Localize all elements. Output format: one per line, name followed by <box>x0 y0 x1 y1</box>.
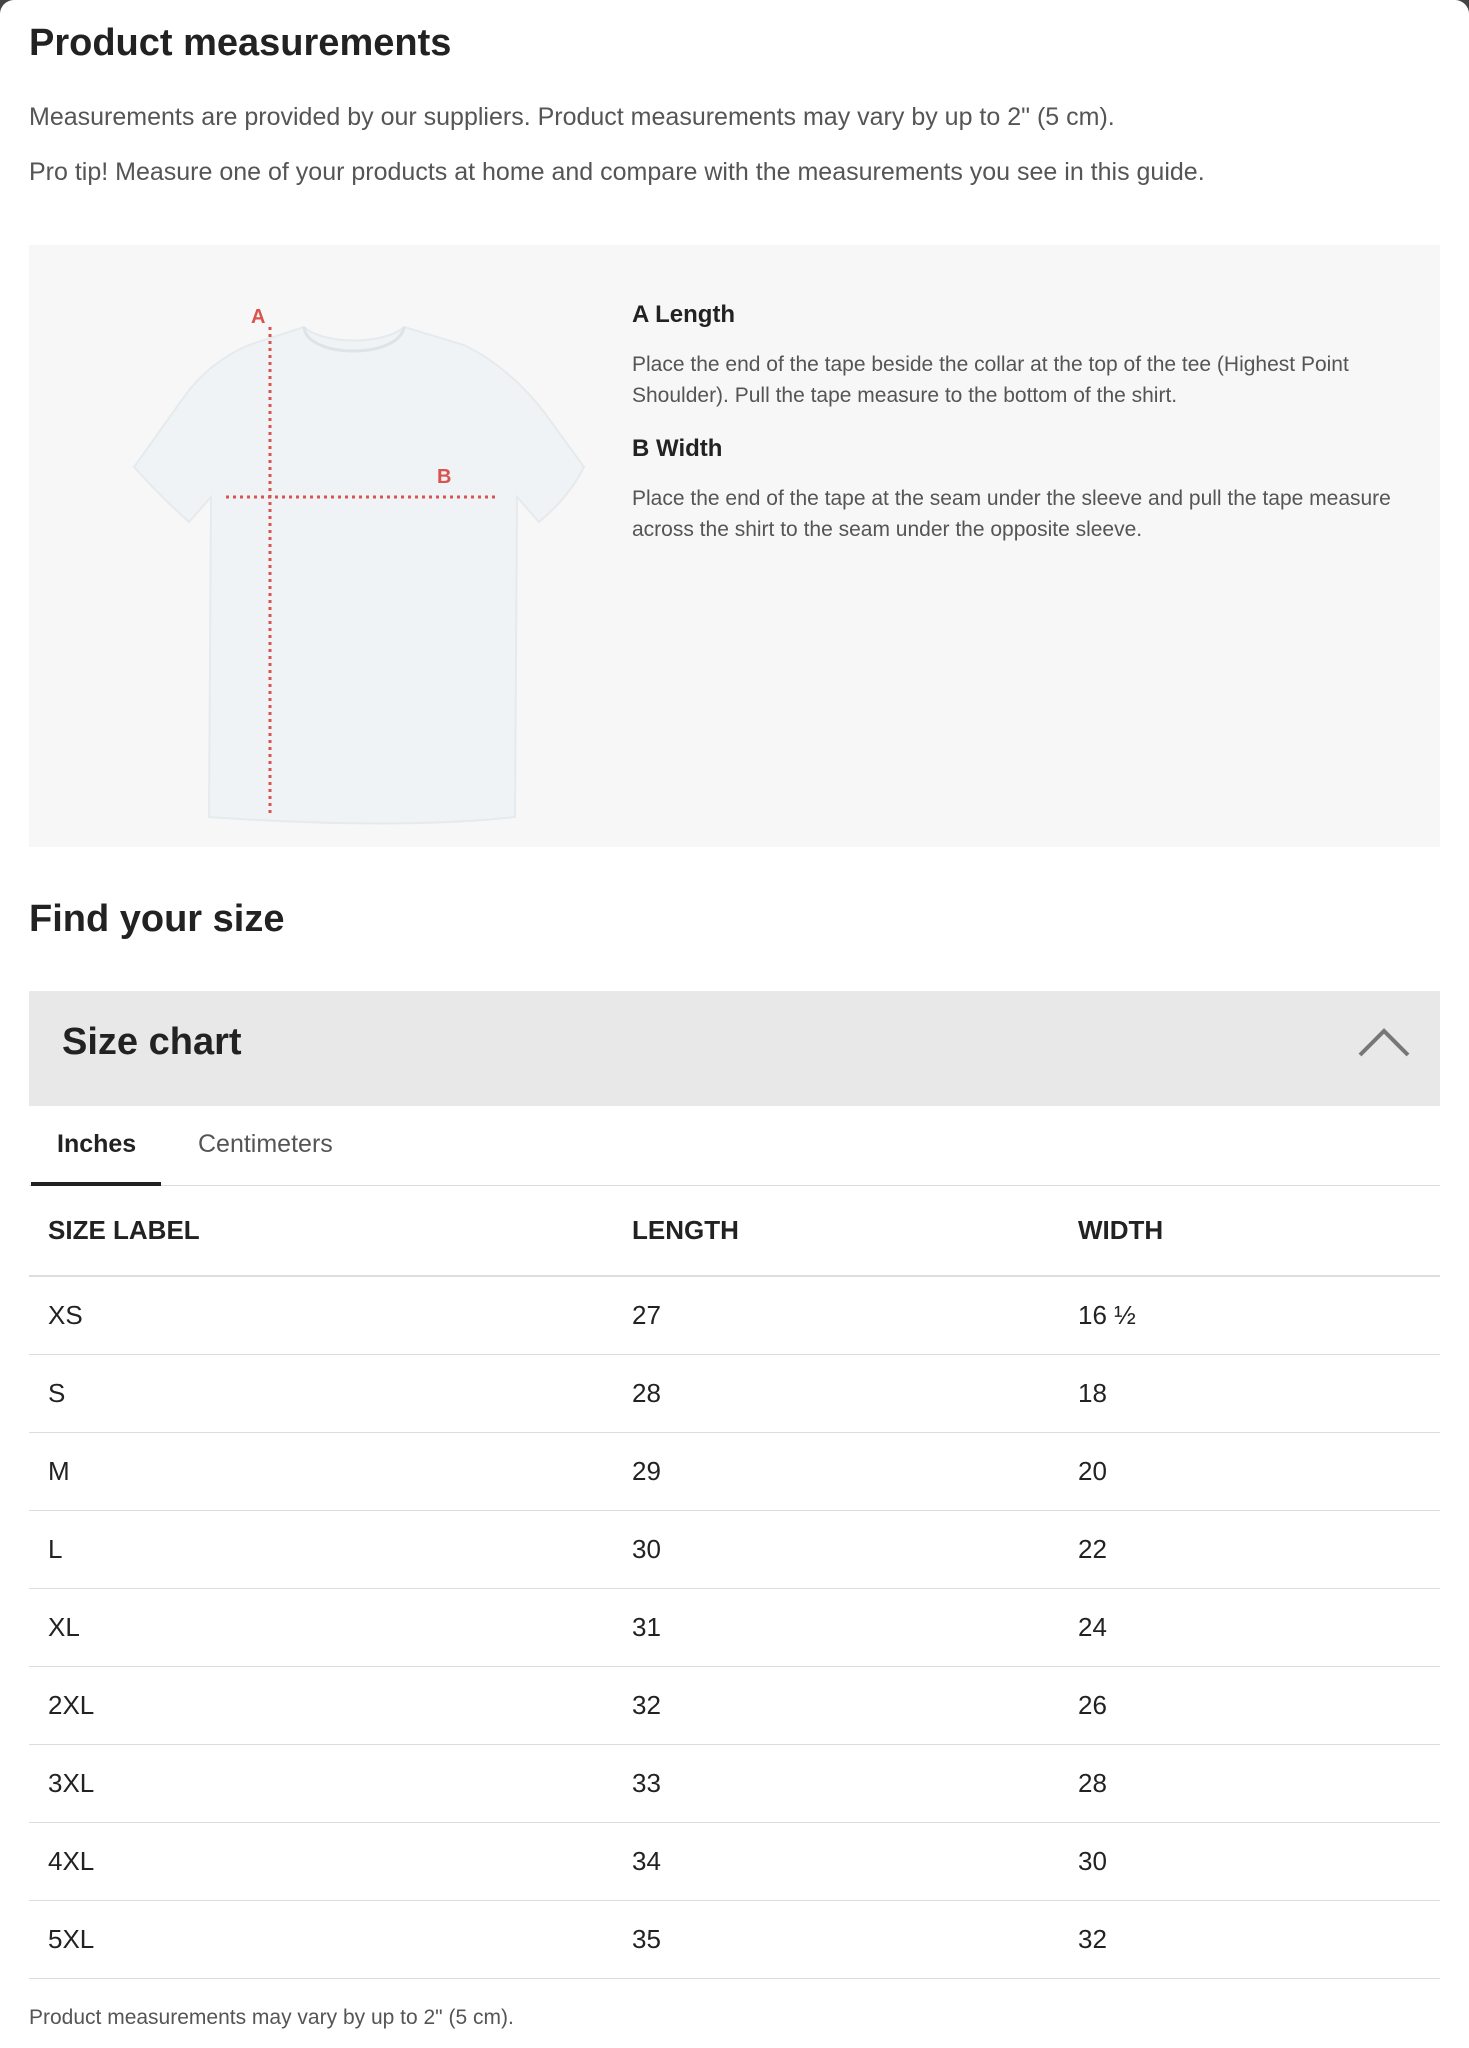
size-cell: XL <box>29 1588 613 1666</box>
size-cell: L <box>29 1510 613 1588</box>
column-header-width: WIDTH <box>1059 1186 1440 1276</box>
table-row <box>29 1354 1440 1432</box>
size-cell: S <box>29 1354 613 1432</box>
length-cell: 31 <box>613 1588 1059 1666</box>
tab-centimeters[interactable]: Centimeters <box>198 1130 333 1158</box>
size-chart-title: Size chart <box>62 1021 242 1063</box>
measurement-instructions <box>632 301 1392 569</box>
find-size-heading: Find your size <box>29 898 285 940</box>
table-row <box>29 1900 1440 1978</box>
size-cell: 4XL <box>29 1822 613 1900</box>
width-cell: 16 ½ <box>1059 1276 1440 1354</box>
table-row <box>29 1276 1440 1354</box>
measurement-guide-panel <box>29 245 1440 847</box>
chevron-up-icon[interactable] <box>1356 1025 1412 1061</box>
intro-text: Measurements are provided by our suppliers. Product measurements may vary by up to 2" (5 cm). <box>29 103 1115 131</box>
length-cell: 28 <box>613 1354 1059 1432</box>
length-cell: 27 <box>613 1276 1059 1354</box>
width-cell: 26 <box>1059 1666 1440 1744</box>
footer-note: Product measurements may vary by up to 2" (5 cm). <box>29 2006 514 2029</box>
table-row <box>29 1432 1440 1510</box>
length-cell: 33 <box>613 1744 1059 1822</box>
length-heading: A Length <box>632 301 736 328</box>
width-cell: 22 <box>1059 1510 1440 1588</box>
page-title: Product measurements <box>29 22 452 64</box>
marker-a: A <box>251 306 266 328</box>
column-header-size-label: SIZE LABEL <box>29 1186 613 1276</box>
width-cell: 32 <box>1059 1900 1440 1978</box>
length-instructions: Place the end of the tape beside the collar at the top of the tee (Highest Point Shoulder). Pull the tape measure to the bottom of the shirt. <box>632 353 1349 407</box>
table-row <box>29 1588 1440 1666</box>
tshirt-shape <box>134 327 584 824</box>
length-cell: 35 <box>613 1900 1059 1978</box>
tab-inches[interactable]: Inches <box>57 1130 137 1158</box>
column-header-length: LENGTH <box>613 1186 1059 1276</box>
table-row <box>29 1822 1440 1900</box>
size-cell: 5XL <box>29 1900 613 1978</box>
width-instructions: Place the end of the tape at the seam under the sleeve and pull the tape measure across the shirt to the seam under the opposite sleeve. <box>632 487 1391 541</box>
size-cell: 2XL <box>29 1666 613 1744</box>
table-row <box>29 1744 1440 1822</box>
unit-tabs <box>29 1106 1440 1186</box>
length-cell: 34 <box>613 1822 1059 1900</box>
width-heading: B Width <box>632 435 723 462</box>
size-chart-accordion-header[interactable] <box>29 991 1440 1106</box>
size-table <box>29 1186 1440 1979</box>
marker-b: B <box>437 466 452 488</box>
table-row <box>29 1666 1440 1744</box>
length-cell: 30 <box>613 1510 1059 1588</box>
size-cell: XS <box>29 1276 613 1354</box>
width-cell: 24 <box>1059 1588 1440 1666</box>
pro-tip-text: Pro tip! Measure one of your products at home and compare with the measurements you see in this guide. <box>29 158 1205 186</box>
width-cell: 28 <box>1059 1744 1440 1822</box>
tshirt-measurement-illustration <box>99 297 619 827</box>
length-cell: 29 <box>613 1432 1059 1510</box>
width-cell: 30 <box>1059 1822 1440 1900</box>
width-cell: 18 <box>1059 1354 1440 1432</box>
size-cell: M <box>29 1432 613 1510</box>
table-row <box>29 1510 1440 1588</box>
width-cell: 20 <box>1059 1432 1440 1510</box>
length-cell: 32 <box>613 1666 1059 1744</box>
table-header-row <box>29 1186 1440 1276</box>
size-cell: 3XL <box>29 1744 613 1822</box>
